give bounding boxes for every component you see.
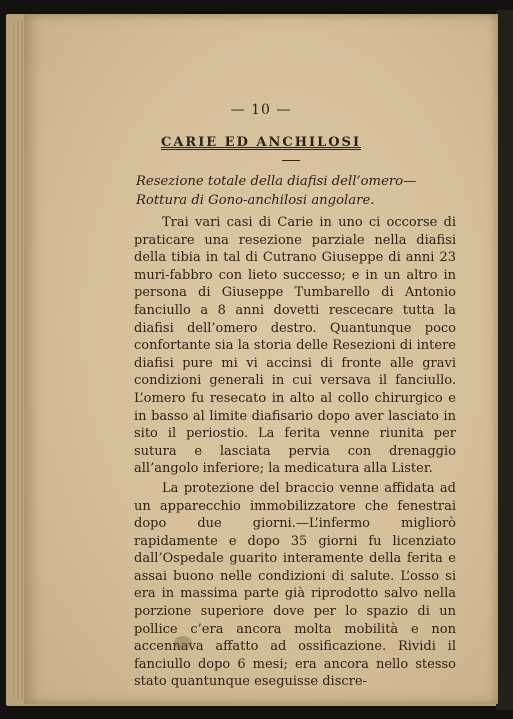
paragraph-2: La protezione del braccio venne affidata ad un apparecchio immobilizzatore che fenestrai dopo due giorni.—L’infermo migliorò rapidamente e dopo 35 giorni fu licenziato dall’Ospedale guarito interamente della ferita e assai buono nelle condizioni di salute. L’osso si era in massima parte già riprodotto salvo nella porzione superiore dove per lo spazio di un pollice c’era ancora molta mobilità e non accennava affatto ad ossificazione. Rividi il fanciullo dopo 6 mesi; era ancora nello stesso stato quantunque eseguisse discre- bbox=[134, 480, 456, 690]
heading-rule bbox=[282, 160, 300, 161]
section-subtitle: Resezione totale della diafisi dell’omero—Rottura di Gono-anchilosi angolare. bbox=[136, 174, 417, 208]
body-text bbox=[134, 214, 456, 691]
page-edges bbox=[14, 20, 24, 700]
book-page bbox=[24, 14, 498, 704]
paragraph-1: Trai vari casi di Carie in uno ci occorse di praticare una resezione parziale nella diafisi della tibia in tal di Cutrano Giuseppe di anni 23 muri-fabbro con lieto successo; e in un altro in persona di Giuseppe Tumbarello di Antonio fanciullo a 8 anni dovetti rescecare tutta la diafisi dell’omero destro. Quantunque poco confortante sia la storia delle Resezioni di intere diafisi pure mi vi accinsi di fronte alle gravi condizioni generali in cui versava il fanciullo. L’omero fu resecato in alto al collo chirurgico e in basso al limite diafisario dopo aver lasciato in sito il periostio. La ferita venne riunita per sutura e lasciata pervia con drenaggio all’angolo inferiore; la medicatura alla Lister. bbox=[134, 215, 456, 477]
binding-strip bbox=[496, 10, 513, 710]
paper-stain bbox=[174, 636, 192, 650]
section-heading: CARIE ED ANCHILOSI bbox=[160, 135, 362, 150]
page-number: — 10 — bbox=[230, 102, 292, 118]
